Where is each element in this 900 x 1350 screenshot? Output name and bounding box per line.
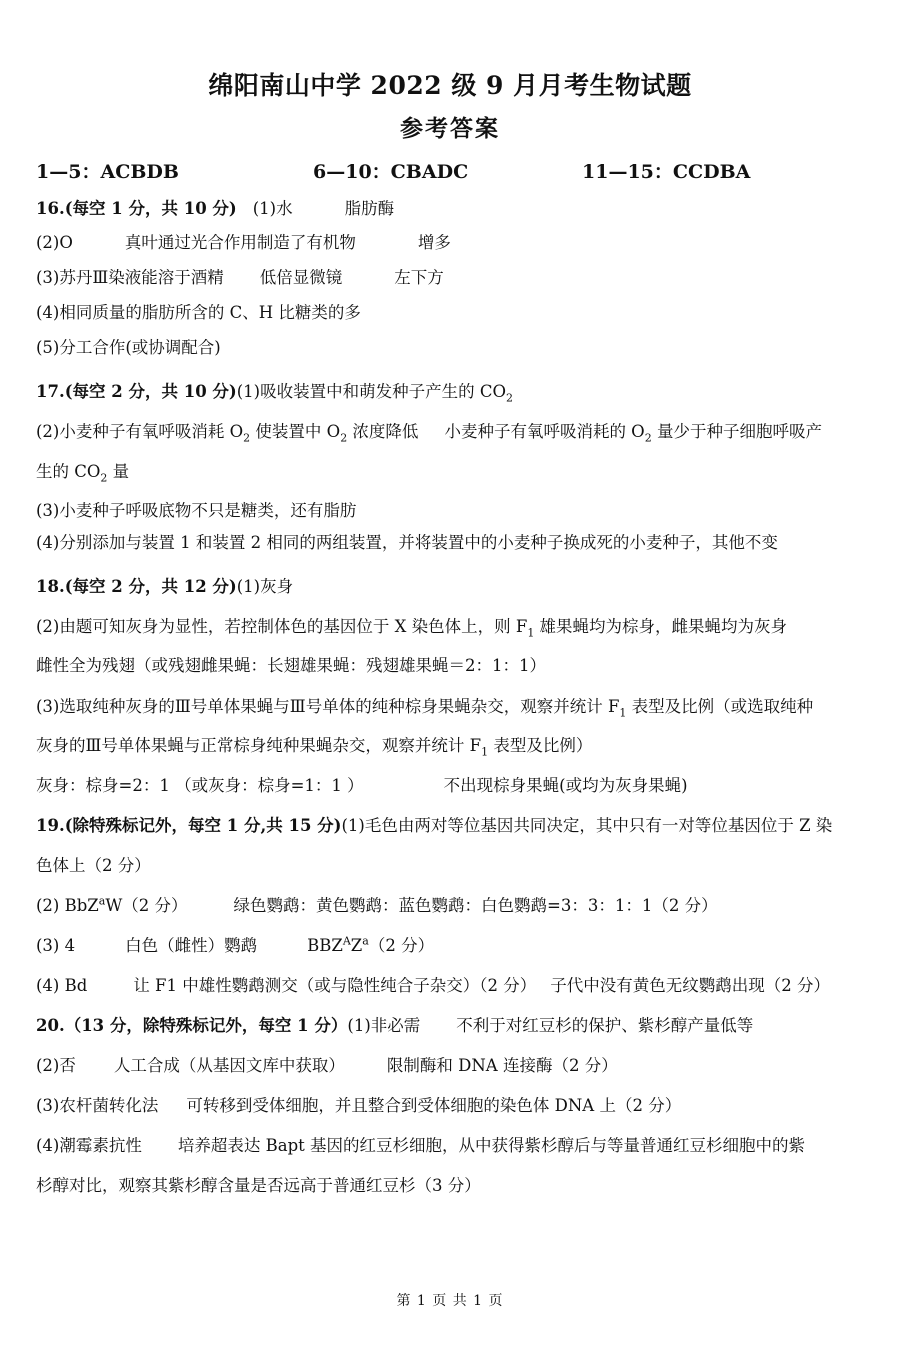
q18-line-5: 灰身的Ⅲ号单体果蝇与正常棕身纯种果蝇杂交，观察并统计 $F_1$ 表型及比例）	[36, 736, 593, 759]
q18-heading: 18.(每空 2 分，共 12 分)	[36, 577, 237, 596]
q16-line-3: (3)苏丹Ⅲ染液能溶于酒精 低倍显微镜 左下方	[36, 268, 444, 287]
q18-line-3: 雌性全为残翅（或残翅雌果蝇：长翅雄果蝇：残翅雄果蝇＝2：1：1）	[36, 656, 546, 675]
q16-line-2: (2)O 真叶通过光合作用制造了有机物 增多	[36, 233, 451, 252]
q19-line-1: 19.(除特殊标记外，每空 1 分,共 15 分)(1)毛色由两对等位基因共同决定，其中只有一对等位基因位于 Z 染	[36, 816, 833, 835]
q20-heading: 20.（13 分，除特殊标记外，每空 1 分）	[36, 1016, 348, 1035]
q17-line-4: (3)小麦种子呼吸底物不只是糖类，还有脂肪	[36, 501, 357, 520]
q17-line-1: 17.(每空 2 分，共 10 分)(1)吸收装置中和萌发种子产生的 $CO_2$	[36, 382, 514, 405]
q20-line-5: 杉醇对比，观察其紫杉醇含量是否远高于普通红豆杉（3 分）	[36, 1176, 481, 1195]
q17-heading: 17.(每空 2 分，共 10 分)	[36, 382, 237, 401]
q20-line-2: (2)否 人工合成（从基因文库中获取） 限制酶和 DNA 连接酶（2 分）	[36, 1056, 618, 1075]
q19-line-4: (3) 4 白色（雌性）鹦鹉 $BBZ^AZ^a(2$ 分）	[36, 934, 435, 955]
page-title: 绵阳南山中学 2022 级 9 月月考生物试题	[208, 71, 692, 100]
q18-line-6: 灰身：棕身=2：1 （或灰身：棕身=1：1 ） 不出现棕身果蝇(或均为灰身果蝇)	[36, 776, 688, 795]
q17-line-3: 生的 $CO_2$ 量	[36, 462, 130, 485]
q20-line-1: 20.（13 分，除特殊标记外，每空 1 分）(1)非必需 不利于对红豆杉的保护、紫杉醇产量低等	[36, 1016, 754, 1035]
q20-line-3: (3)农杆菌转化法 可转移到受体细胞，并且整合到受体细胞的染色体 DNA 上（2 分）	[36, 1096, 682, 1115]
q20-line-4: (4)潮霉素抗性 培养超表达 Bapt 基因的红豆杉细胞，从中获得紫杉醇后与等量普通红豆杉细胞中的紫	[36, 1136, 806, 1155]
q18-line-4: (3)选取纯种灰身的Ⅲ号单体果蝇与Ⅲ号单体的纯种棕身果蝇杂交，观察并统计 $F_1$ 表型及比例（或选取纯种	[36, 697, 814, 720]
q18-line-1: 18.(每空 2 分，共 12 分)(1)灰身	[36, 577, 294, 596]
page-footer: 第 1 页 共 1 页	[396, 1293, 504, 1309]
q17-line-2: (2)小麦种子有氧呼吸消耗 $O_2$ 使装置中 $O_2$ 浓度降低 小麦种子有氧呼吸消耗的 $O_2$ 量少于种子细胞呼吸产	[36, 422, 822, 445]
q16-heading: 16.(每空 1 分，共 10 分)	[36, 199, 237, 218]
q19-line-3: (2) BbZ$^a$W（2 分） 绿色鹦鹉：黄色鹦鹉：蓝色鹦鹉：白色鹦鹉=3：3：1：1（2 分）	[36, 894, 718, 915]
q16-line-4: (4)相同质量的脂肪所含的 C、H 比糖类的多	[36, 303, 361, 322]
page-subtitle: 参考答案	[400, 115, 500, 142]
mc-answers-6-10: 6—10：CBADC	[313, 161, 469, 183]
q19-line-2: 色体上（2 分）	[36, 856, 151, 875]
mc-answers-11-15: 11—15：CCDBA	[582, 161, 751, 183]
q19-line-5: (4) Bd 让 F1 中雄性鹦鹉测交（或与隐性纯合子杂交）（2 分） 子代中没有黄色无纹鹦鹉出现（2 分）	[36, 976, 830, 995]
q16-line-5: (5)分工合作(或协调配合)	[36, 338, 221, 357]
q17-line-5: (4)分别添加与装置 1 和装置 2 相同的两组装置，并将装置中的小麦种子换成死的小麦种子，其他不变	[36, 533, 778, 552]
q18-line-2: (2)由题可知灰身为显性，若控制体色的基因位于 X 染色体上，则 $F_1$ 雄果蝇均为棕身，雌果蝇均为灰身	[36, 617, 788, 640]
q19-heading: 19.(除特殊标记外，每空 1 分,共 15 分)	[36, 816, 342, 835]
q16-line-1: 16.(每空 1 分，共 10 分) (1)水 脂肪酶	[36, 199, 395, 218]
mc-answers-1-5: 1—5：ACBDB	[36, 161, 179, 183]
